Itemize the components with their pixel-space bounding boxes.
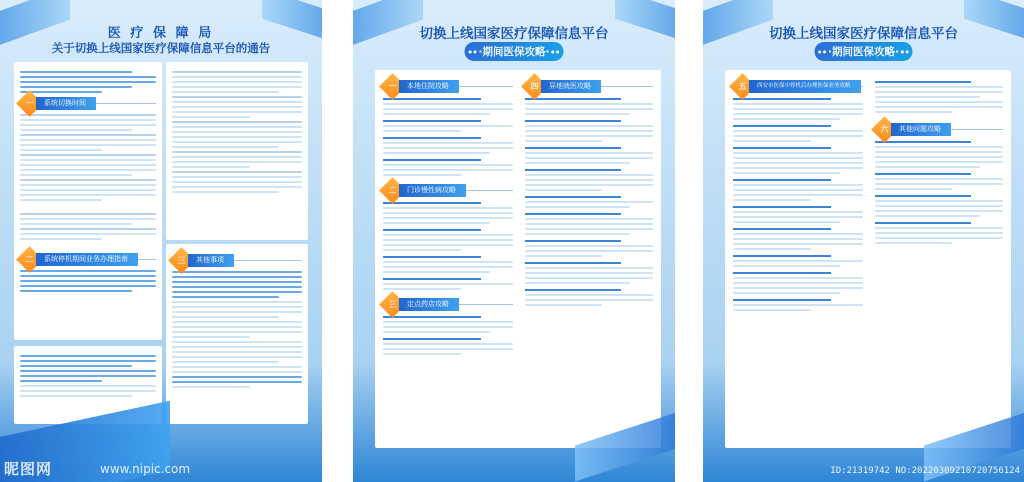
- poster-title: 切换上线国家医疗保障信息平台: [769, 26, 958, 41]
- watermark-url: www.nipic.com: [100, 462, 191, 476]
- notice-card-left: [14, 62, 162, 340]
- watermark-id: ID:21319742 NO:20220309210720756124: [830, 466, 1020, 476]
- section-label: 系统切换时间: [36, 97, 96, 110]
- strategy-column-left: [383, 76, 513, 358]
- watermark-logo: 昵图网: [4, 460, 53, 478]
- strategy-card: [725, 70, 1011, 448]
- notice-card-right: [166, 62, 308, 240]
- section-header: 一 本地住院攻略: [383, 80, 513, 93]
- section-header: 六 其他问题攻略: [875, 123, 1003, 136]
- section-header: 三 其他事项: [172, 254, 302, 267]
- section-header: 二 系统停机期间业务办理指南: [20, 253, 156, 266]
- section-label: 异地就医攻略: [541, 80, 601, 93]
- strategy-card: [375, 70, 661, 448]
- section-label: 系统停机期间业务办理指南: [36, 253, 138, 266]
- strategy-column-left: [733, 76, 863, 314]
- section-header: 五 西安市医保中停机后办理医保业务攻略: [733, 80, 863, 93]
- poster-title: 医 疗 保 障 局: [107, 25, 215, 40]
- poster-title: 切换上线国家医疗保障信息平台: [419, 26, 609, 41]
- poster-subtitle-pill: ● ● ·期间医保攻略· ● ●: [465, 42, 564, 61]
- section-header: 三 定点药店攻略: [383, 298, 513, 311]
- poster-subtitle-pill: ● ● ·期间医保攻略· ● ●: [814, 42, 913, 61]
- notice-poster: [0, 0, 322, 482]
- section-header: 一 系统切换时间: [20, 97, 156, 110]
- section-header: 四 异地就医攻略: [525, 80, 653, 93]
- poster-subtitle: 关于切换上线国家医疗保障信息平台的通告: [51, 43, 271, 55]
- section-label: 其他问题攻略: [891, 123, 951, 136]
- section-header: 二 门诊慢性病攻略: [383, 184, 513, 197]
- notice-card-right-lower: [166, 244, 308, 424]
- section-label: 门诊慢性病攻略: [399, 184, 466, 197]
- strategy-column-right: [525, 76, 653, 309]
- section-label: 西安市医保中停机后办理医保业务攻略: [749, 80, 861, 93]
- section-label: 定点药店攻略: [399, 298, 459, 311]
- section-label: 其他事项: [188, 254, 234, 267]
- strategy-poster-2: [703, 0, 1024, 482]
- section-label: 本地住院攻略: [399, 80, 459, 93]
- strategy-column-right: [875, 76, 1003, 247]
- strategy-poster-1: [353, 0, 675, 482]
